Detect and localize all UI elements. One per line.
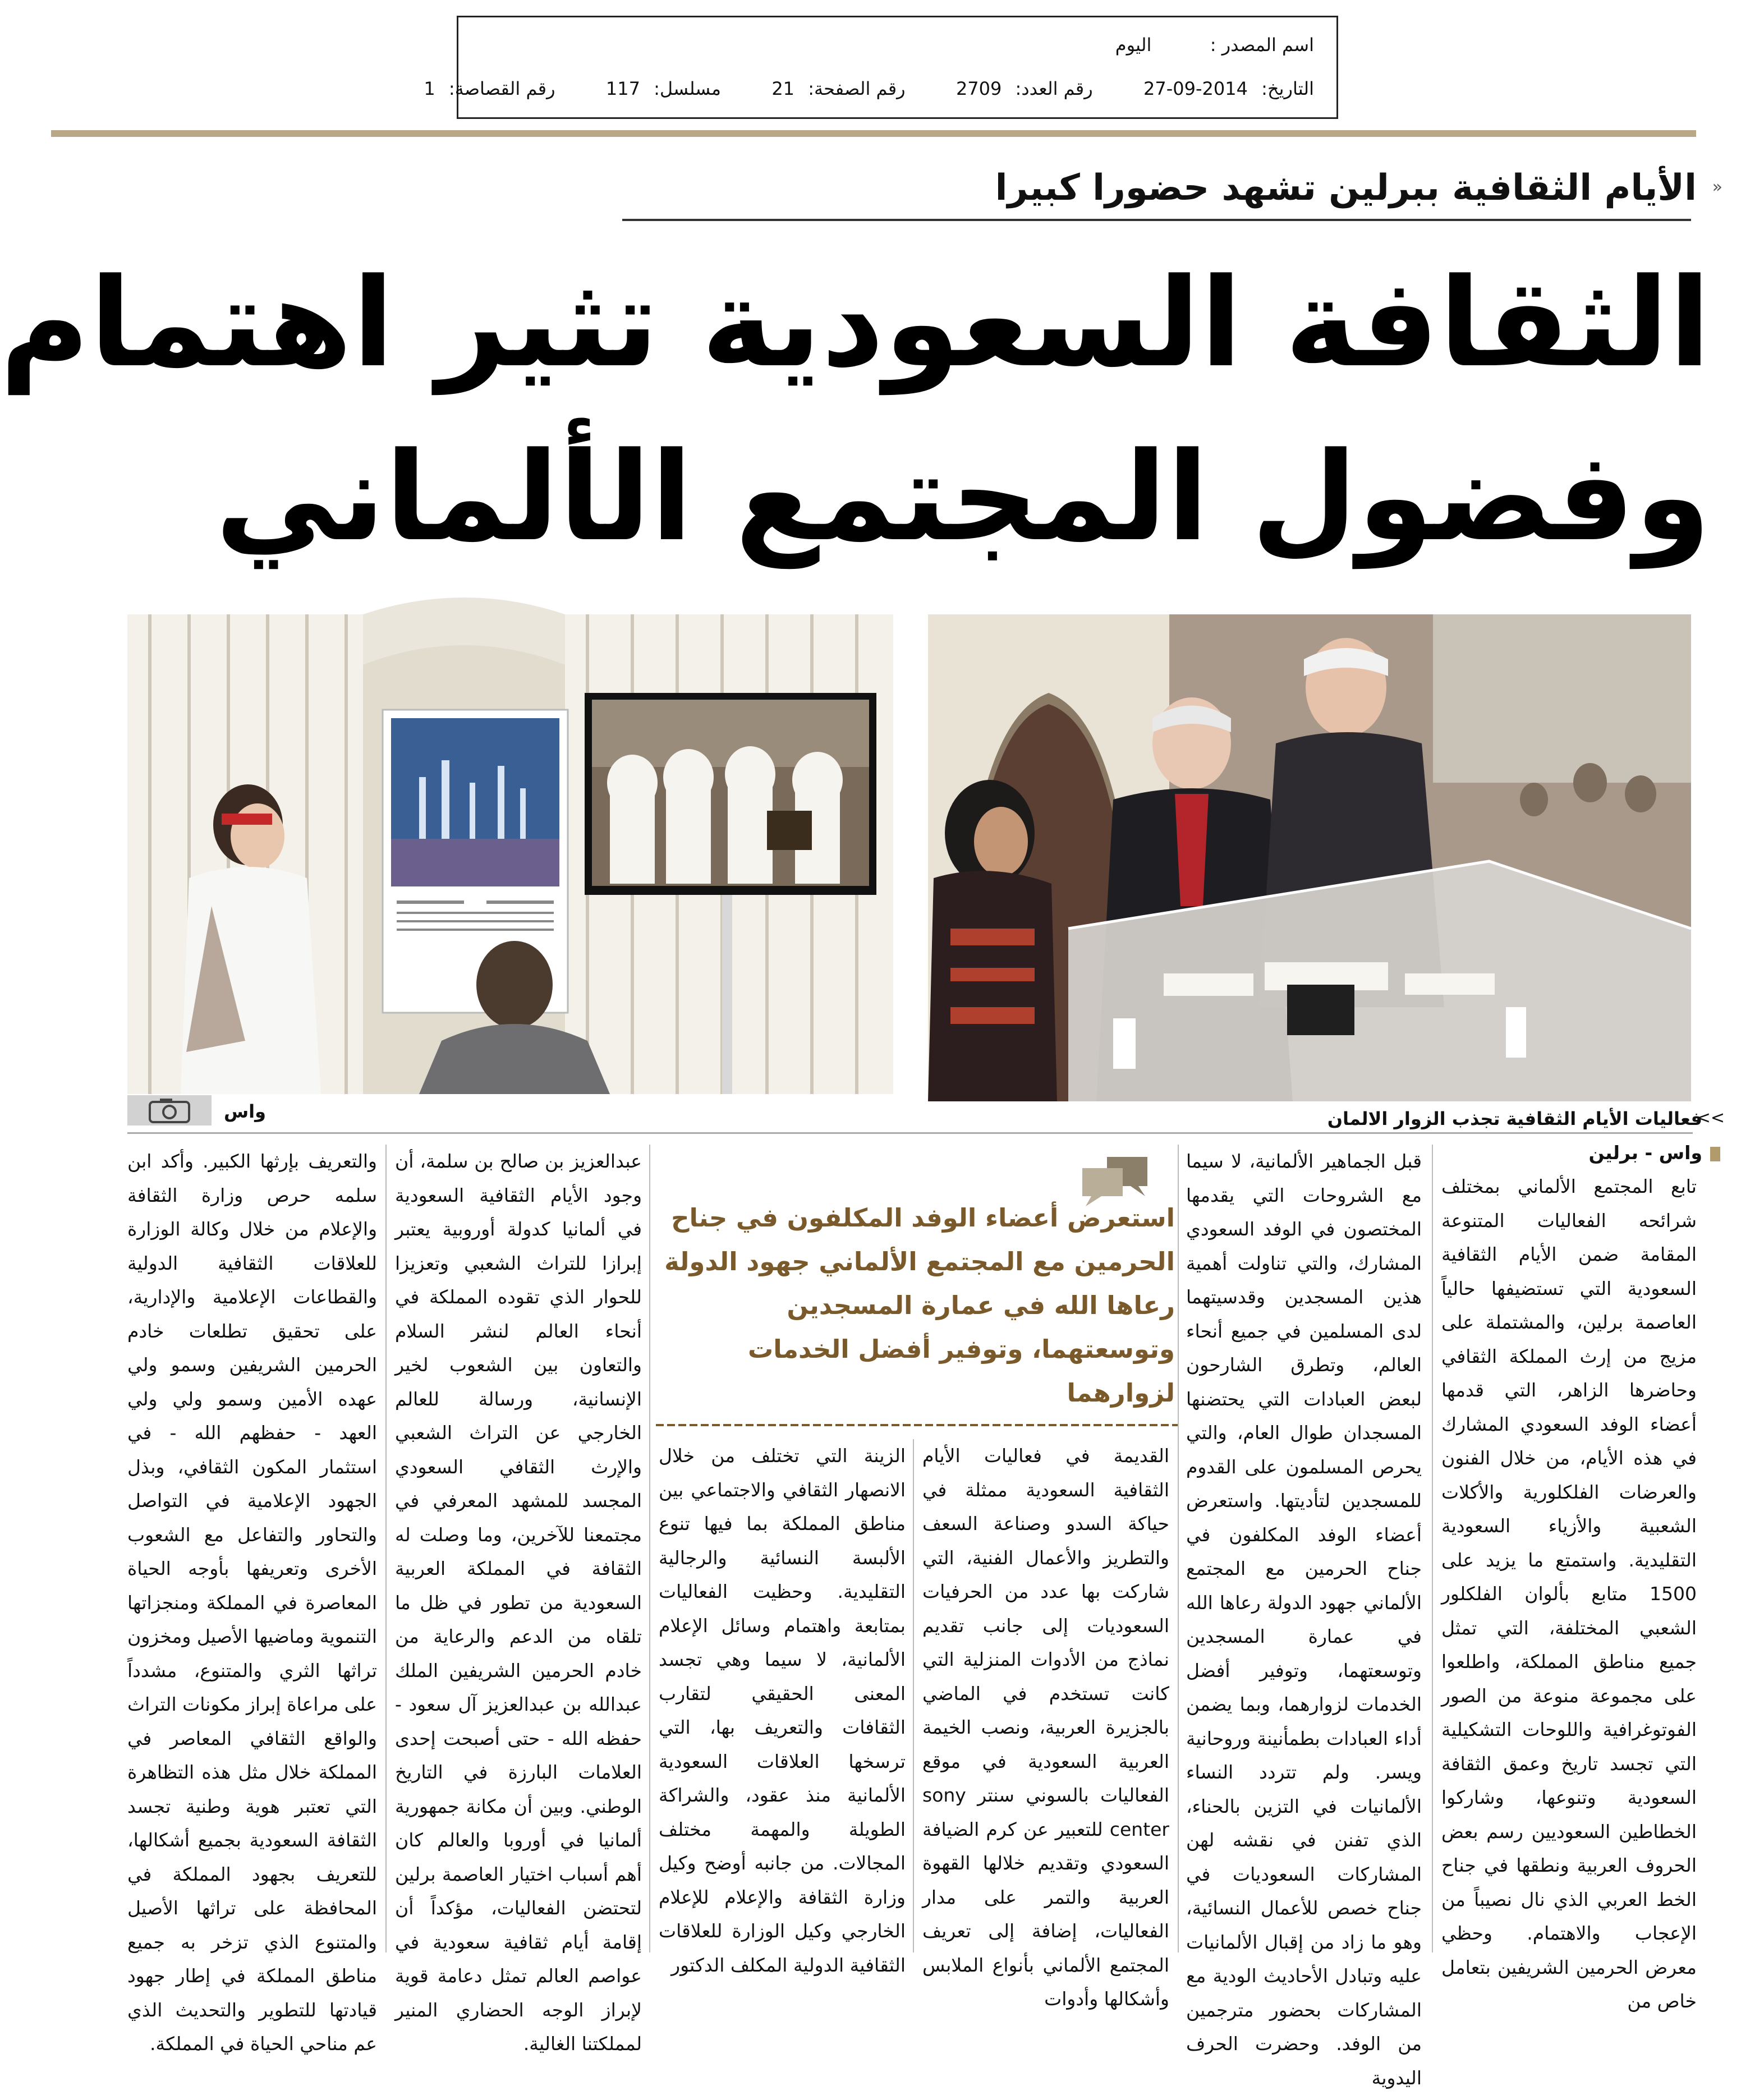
bookmark-icon xyxy=(1710,1147,1720,1161)
column-divider xyxy=(385,1145,387,1952)
caption-divider xyxy=(127,1132,1693,1134)
issue-label: رقم العدد: xyxy=(1015,78,1093,99)
source-value: اليوم xyxy=(1115,34,1152,56)
issue-row xyxy=(424,78,1314,99)
paragraph: القديمة في فعاليات الأيام الثقافية السعودية ممثلة في حياكة السدو وصناعة السعف والتطريز والأعمال الفنية، التي شاركت بها عدد من الحرفيات السعوديات إلى جانب تقديم نماذج من الأدوات المنزلية التي كانت تستخدم في الماضي بالجزيرة العربية، ونصب الخيمة العربية السعودية في موقع الفعاليات بالسوني سنتر sony center للتعبير عن كرم الضيافة السعودي وتقديم خلالها القهوة العربية والتمر على مدار الفعاليات، إضافة إلى تعريف المجتمع الألماني بأنواع الملابس وأشكالها وأدوات xyxy=(922,1445,1169,2010)
source-row xyxy=(1115,34,1314,56)
column-divider xyxy=(913,1439,914,1952)
date-value: 2014-09-27 xyxy=(1143,78,1248,99)
headline-line-2: وفضول المجتمع الألماني xyxy=(215,426,1711,568)
paragraph: تابع المجتمع الألماني بمختلف شرائحه الفعاليات المتنوعة المقامة ضمن الأيام الثقافية السعودية التي تستضيفها حالياً العاصمة برلين، والمشتملة على مزيج من إرث المملكة الثقافي وحاضرها الزاهر، التي قدمها أعضاء الوفد السعودي المشارك في هذه الأيام، من خلال الفنون والعرضات الفلكلورية والأكلات الشعبية والأزياء السعودية التقليدية. واستمتع ما يزيد على 1500 متابع بألوان الفلكلور الشعبي المختلفة، التي تمثل جميع مناطق المملكة، واطلعوا على مجموعة منوعة من الصور الفوتوغرافية واللوحات التشكيلية التي تجسد تاريخ وعمق الثقافة السعودية وتنوعها، وشاركوا الخطاطين السعوديين رسم بعض الحروف العربية ونطقها في جناح الخط العربي الذي نال نصيباً من الإعجاب والاهتمام. وحظي معرض الحرمين الشريفين بتعامل خاص من xyxy=(1441,1175,1697,2012)
issue-value: 2709 xyxy=(956,78,1002,99)
caption-chevron-icon: >> xyxy=(1696,1108,1725,1128)
clip-value: 1 xyxy=(424,78,435,99)
pull-quote-ornament xyxy=(656,1419,1178,1431)
paragraph: عبدالعزيز بن صالح بن سلمة، أن وجود الأيام الثقافية السعودية في ألمانيا كدولة أوروبية يعتبر إبرازا للتراث الشعبي وتعزيزا للحوار الذي تقوده المملكة في أنحاء العالم لنشر السلام والتعاون بين الشعوب لخير الإنسانية، ورسالة للعالم الخارجي عن التراث الشعبي والإرث الثقافي السعودي المجسد للمشهد المعرفي في مجتمعنا للآخرين، وما وصلت له الثقافة في المملكة العربية السعودية من تطور في ظل ما تلقاه من الدعم والرعاية من خادم الحرمين الشريفين الملك عبدالله بن عبدالعزيز آل سعود - حفظه الله - حتى أصبحت إحدى العلامات البارزة في التاريخ الوطني. وبين أن مكانة جمهورية ألمانيا في أوروبا والعالم كان أهم أسباب اختيار العاصمة برلين لتحتضن الفعاليات، مؤكداً أن إقامة أيام ثقافية سعودية في عواصم العالم تمثل دعامة قوية لإبراز الوجه الحضاري المنير لمملكتنا الغالية. xyxy=(395,1150,642,2055)
photo-credit: واس xyxy=(224,1101,267,1122)
column-divider xyxy=(649,1145,650,1952)
article-column-4 xyxy=(659,1439,906,1976)
kicker-chevron-icon: « xyxy=(1712,177,1722,197)
header-divider xyxy=(51,130,1696,137)
date-label: التاريخ: xyxy=(1261,78,1314,99)
headline-line-1: الثقافة السعودية تثير اهتمام xyxy=(0,252,1711,394)
camera-icon xyxy=(127,1095,212,1125)
paragraph: الزينة التي تختلف من خلال الانصهار الثقافي والاجتماعي بين مناطق المملكة بما فيها تنوع الألبسة النسائية والرجالية التقليدية. وحظيت الفعاليات بمتابعة واهتمام وسائل الإعلام الألمانية، لا سيما وهي تجسد المعنى الحقيقي لتقارب الثقافات والتعريف بها، التي ترسخها العلاقات السعودية الألمانية منذ عقود، والشراكة الطويلة والمهمة مختلف المجالات. من جانبه أوضح وكيل وزارة الثقافة والإعلام للإعلام الخارجي وكيل الوزارة للعلاقات الثقافية الدولية المكلف الدكتور xyxy=(659,1445,906,1976)
source-metadata-box xyxy=(424,16,1338,119)
page-label: رقم الصفحة: xyxy=(808,78,906,99)
page-value: 21 xyxy=(771,78,795,99)
article-column-5 xyxy=(395,1145,642,2055)
article-column-2 xyxy=(1186,1145,1422,2089)
photo-haramain-model xyxy=(928,614,1691,1101)
photo-caption: فعاليات الأيام الثقافية تجذب الزوار الالمان xyxy=(1327,1108,1702,1129)
column-divider xyxy=(1178,1145,1179,1952)
article-column-1 xyxy=(1441,1170,1697,2012)
source-label: اسم المصدر : xyxy=(1210,34,1314,56)
serial-value: 117 xyxy=(605,78,640,99)
kicker-underline xyxy=(622,219,1691,221)
kicker: الأيام الثقافية ببرلين تشهد حضورا كبيرا xyxy=(995,167,1697,209)
byline: واس - برلين xyxy=(1588,1142,1702,1164)
clip-label: رقم القصاصة: xyxy=(448,78,555,99)
paragraph: قبل الجماهير الألمانية، لا سيما مع الشروحات التي يقدمها المختصون في الوفد السعودي المشارك، والتي تناولت أهمية هذين المسجدين وقدسيتهما لدى المسلمين في جميع أنحاء العالم، وتطرق الشارحون لبعض العبادات التي يحتضنها المسجدان طوال العام، والتي يحرص المسلمون على القدوم للمسجدين لتأديتها. واستعرض أعضاء الوفد المكلفون في جناح الحرمين مع المجتمع الألماني جهود الدولة رعاها الله في عمارة المسجدين وتوسعتهما، وتوفير أفضل الخدمات لزوارهما، وبما يضمن أداء العبادات بطمأنينة وروحانية ويسر. ولم تتردد النساء الألمانيات في التزين بالحناء، الذي تفنن في نقشه لهن المشاركات السعوديات في جناح خصص للأعمال النسائية، وهو ما زاد من إقبال الألمانيات عليه وتبادل الأحاديث الودية مع المشاركات بحضور مترجمين من الوفد. وحضرت الحرف اليدوية xyxy=(1186,1150,1422,2089)
paragraph: والتعريف بإرثها الكبير. وأكد ابن سلمه حرص وزارة الثقافة والإعلام من خلال وكالة الوزارة للعلاقات الثقافية الدولية والقطاعات الإعلامية والإدارية، على تحقيق تطلعات خادم الحرمين الشريفين وسمو ولي عهده الأمين وسمو ولي ولي العهد - حفظهم الله - في استثمار المكون الثقافي، وبذل الجهود الإعلامية في التواصل والتحاور والتفاعل مع الشعوب الأخرى وتعريفها بأوجه الحياة المعاصرة في المملكة ومنجزاتها التنموية وماضيها الأصيل ومخزون تراثها الثري والمتنوع، مشدداً على مراعاة إبراز مكونات التراث والواقع الثقافي المعاصر في المملكة خلال مثل هذه التظاهرة التي تعتبر هوية وطنية تجسد الثقافة السعودية بجميع أشكالها، للتعريف بجهود المملكة في المحافظة على تراثها الأصيل والمتنوع الذي تزخر به جميع مناطق المملكة في إطار جهود قيادتها للتطوير والتحديث الذي عم مناحي الحياة في المملكة. xyxy=(127,1150,377,2055)
pull-quote xyxy=(662,1196,1175,1426)
serial-label: مسلسل: xyxy=(654,78,721,99)
pull-quote-text: استعرض أعضاء الوفد المكلفون في جناح الحرمين مع المجتمع الألماني جهود الدولة رعاها الله في عمارة المسجدين وتوسعتهما، وتوفير أفضل الخدمات لزوارهما xyxy=(664,1203,1175,1408)
article-column-3 xyxy=(922,1439,1169,2010)
column-divider xyxy=(1432,1145,1433,1952)
photo-exhibition-screen xyxy=(127,614,893,1094)
article-column-6 xyxy=(127,1145,377,2055)
